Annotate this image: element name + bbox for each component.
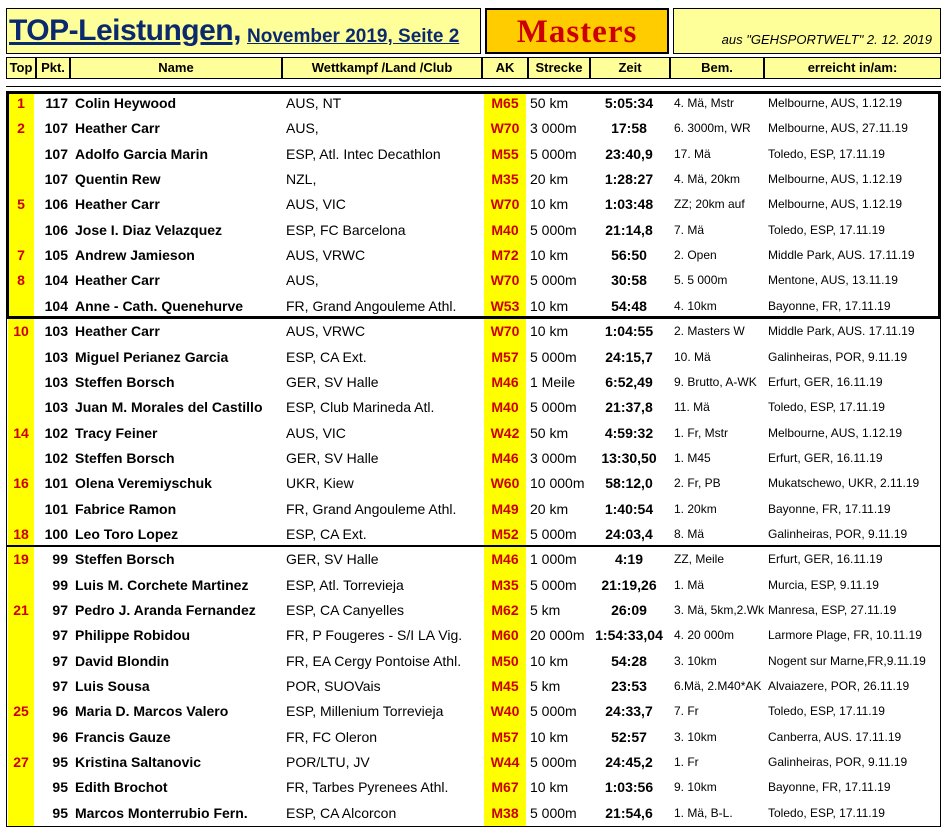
time-cell: 54:48 <box>611 297 647 314</box>
remark-cell: 11. Mä <box>674 400 710 415</box>
distance-cell: 5 km <box>530 678 561 695</box>
points-cell: 101 <box>44 475 68 492</box>
time-cell: 21:54,6 <box>605 804 653 821</box>
table-row <box>0 370 945 395</box>
points-cell: 105 <box>44 247 68 264</box>
table-row <box>0 142 945 167</box>
place-date-cell: Larmore Plage, FR, 10.11.19 <box>768 628 922 643</box>
place-date-cell: Nogent sur Marne,FR,9.11.19 <box>768 653 926 668</box>
distance-cell: 5 000m <box>530 348 577 365</box>
athlete-name-cell: Leo Toro Lopez <box>75 525 179 542</box>
points-cell: 103 <box>44 323 68 340</box>
age-class-cell: M40 <box>491 399 519 416</box>
table-row <box>0 294 945 319</box>
table-row <box>0 446 945 471</box>
distance-cell: 5 000m <box>530 399 577 416</box>
distance-cell: 10 km <box>530 247 569 264</box>
club-cell: FR, Grand Angouleme Athl. <box>286 297 457 314</box>
age-class-cell: M38 <box>491 804 519 821</box>
age-class-cell: M35 <box>491 171 519 188</box>
distance-cell: 10 km <box>530 196 569 213</box>
remark-cell: 1. Mä <box>674 577 705 592</box>
points-cell: 103 <box>44 399 68 416</box>
age-class-cell: W44 <box>490 754 520 771</box>
table-row <box>0 192 945 217</box>
distance-cell: 20 000m <box>530 627 585 644</box>
time-cell: 4:19 <box>614 551 644 568</box>
time-cell: 52:57 <box>611 728 647 745</box>
club-cell: AUS, <box>286 272 319 289</box>
age-class-cell: W70 <box>490 196 520 213</box>
club-cell: GER, SV Halle <box>286 449 379 466</box>
points-cell: 95 <box>52 804 68 821</box>
distance-cell: 3 000m <box>530 449 577 466</box>
brand-logo: Masters <box>516 14 638 50</box>
place-date-cell: Melbourne, AUS, 1.12.19 <box>768 96 903 110</box>
time-cell: 1:03:56 <box>604 779 654 796</box>
place-date-cell: Galinheiras, POR, 9.11.19 <box>768 349 908 364</box>
athlete-name-cell: Adolfo Garcia Marin <box>75 145 209 162</box>
table-row <box>0 421 945 446</box>
remark-cell: 1. Fr <box>674 755 699 770</box>
time-cell: 1:54:33,04 <box>595 627 663 644</box>
remark-cell: 1. Fr, Mstr <box>674 425 728 440</box>
table-row <box>0 750 945 775</box>
time-cell: 54:28 <box>611 652 647 669</box>
athlete-name-cell: Heather Carr <box>75 323 160 340</box>
remark-cell: 8. Mä <box>674 526 705 541</box>
remark-cell: 9. Brutto, A-WK <box>674 374 757 389</box>
place-date-cell: Melbourne, AUS, 27.11.19 <box>768 121 908 136</box>
athlete-name-cell: Luis Sousa <box>75 678 150 695</box>
time-cell: 21:14,8 <box>605 221 653 238</box>
distance-cell: 5 000m <box>530 754 577 771</box>
col-header-place: erreicht in/am: <box>764 57 941 79</box>
club-cell: ESP, Club Marineda Atl. <box>286 399 435 416</box>
distance-cell: 50 km <box>530 424 569 441</box>
rank-cell: 21 <box>13 602 29 618</box>
remark-cell: 7. Fr <box>674 704 699 719</box>
points-cell: 97 <box>52 652 68 669</box>
athlete-name-cell: Heather Carr <box>75 196 160 213</box>
age-class-cell: M57 <box>491 728 519 745</box>
rank-cell: 7 <box>17 247 25 264</box>
club-cell: ESP, FC Barcelona <box>286 221 406 238</box>
club-cell: AUS, <box>286 120 319 137</box>
club-cell: ESP, Millenium Torrevieja <box>286 703 444 720</box>
time-cell: 5:05:34 <box>604 95 654 111</box>
athlete-name-cell: Tracy Feiner <box>75 424 158 441</box>
points-cell: 103 <box>44 348 68 365</box>
time-cell: 1:40:54 <box>604 500 654 517</box>
rank-cell: 2 <box>17 120 25 137</box>
table-row <box>0 699 945 724</box>
distance-cell: 5 000m <box>530 525 577 542</box>
club-cell: ESP, Atl. Torrevieja <box>286 576 404 593</box>
club-cell: AUS, VIC <box>286 196 346 213</box>
place-date-cell: Middle Park, AUS. 17.11.19 <box>768 324 915 339</box>
club-cell: FR, Grand Angouleme Athl. <box>286 500 457 517</box>
age-class-cell: W40 <box>490 703 520 720</box>
points-cell: 101 <box>44 500 68 517</box>
points-cell: 97 <box>52 678 68 695</box>
age-class-cell: W42 <box>490 424 520 441</box>
remark-cell: 1. 20km <box>674 501 717 516</box>
table-row <box>0 319 945 344</box>
table-row <box>0 471 945 496</box>
points-cell: 102 <box>44 424 68 441</box>
rank-cell: 14 <box>13 424 29 441</box>
table-row <box>0 497 945 522</box>
table-row <box>0 395 945 420</box>
table-row <box>0 91 945 116</box>
athlete-name-cell: Pedro J. Aranda Fernandez <box>75 602 256 618</box>
remark-cell: 10. Mä <box>674 349 711 364</box>
rank-cell: 10 <box>13 323 29 340</box>
points-cell: 99 <box>52 551 68 568</box>
athlete-name-cell: Francis Gauze <box>75 728 171 745</box>
place-date-cell: Toledo, ESP, 17.11.19 <box>768 704 885 719</box>
place-date-cell: Mentone, AUS, 13.11.19 <box>768 273 898 288</box>
club-cell: AUS, VRWC <box>286 323 366 340</box>
athlete-name-cell: Anne - Cath. Quenehurve <box>75 297 244 314</box>
points-cell: 96 <box>52 703 68 720</box>
distance-cell: 10 km <box>530 652 569 669</box>
table-row <box>0 522 945 547</box>
time-cell: 23:53 <box>611 678 647 695</box>
place-date-cell: Melbourne, AUS, 1.12.19 <box>768 197 903 212</box>
club-cell: ESP, CA Canyelles <box>286 602 405 618</box>
time-cell: 58:12,0 <box>605 475 653 492</box>
club-cell: AUS, VRWC <box>286 247 366 264</box>
remark-cell: 7. Mä <box>674 222 705 237</box>
athlete-name-cell: Olena Veremiyschuk <box>75 475 212 492</box>
remark-cell: 4. 20 000m <box>674 628 735 643</box>
age-class-cell: M67 <box>491 779 519 796</box>
age-class-cell: M46 <box>491 449 519 466</box>
athlete-name-cell: Steffen Borsch <box>75 551 175 568</box>
distance-cell: 10 km <box>530 323 569 340</box>
age-class-cell: M46 <box>491 373 519 390</box>
rank-cell: 25 <box>13 703 29 720</box>
remark-cell: 3. 10km <box>674 653 717 668</box>
club-cell: FR, P Fougeres - S/I LA Vig. <box>286 627 463 644</box>
source-box <box>673 8 941 54</box>
remark-cell: ZZ; 20km auf <box>674 197 745 212</box>
table-row <box>0 268 945 293</box>
rank-cell: 1 <box>17 95 25 111</box>
distance-cell: 10 km <box>530 779 569 796</box>
rank-cell: 5 <box>17 196 25 213</box>
distance-cell: 3 000m <box>530 120 577 137</box>
remark-cell: ZZ, Meile <box>674 552 725 567</box>
distance-cell: 5 km <box>530 602 561 618</box>
club-cell: ESP, CA Ext. <box>286 348 367 365</box>
athlete-name-cell: Edith Brochot <box>75 779 168 796</box>
club-cell: POR, SUOVais <box>286 678 381 695</box>
time-cell: 56:50 <box>611 247 647 264</box>
col-header-club: Wettkampf /Land /Club <box>282 57 482 79</box>
rank-cell: 19 <box>13 551 29 568</box>
club-cell: FR, FC Oleron <box>286 728 378 745</box>
age-class-cell: W60 <box>490 475 520 492</box>
page-subtitle: November 2019, Seite 2 <box>247 26 460 47</box>
place-date-cell: Erfurt, GER, 16.11.19 <box>768 374 883 389</box>
remark-cell: 4. Mä, 20km <box>674 172 741 187</box>
points-cell: 106 <box>44 196 68 213</box>
col-header-name: Name <box>70 57 282 79</box>
table-top-rule <box>6 86 941 87</box>
age-class-cell: M35 <box>491 576 519 593</box>
athlete-name-cell: Jose I. Diaz Velazquez <box>75 221 223 238</box>
col-header-strecke: Strecke <box>528 57 590 79</box>
athlete-name-cell: Heather Carr <box>75 120 160 137</box>
age-class-cell: M50 <box>491 652 519 669</box>
place-date-cell: Mukatschewo, UKR, 2.11.19 <box>768 476 920 491</box>
athlete-name-cell: Steffen Borsch <box>75 373 175 390</box>
rank-cell: 8 <box>17 272 25 289</box>
club-cell: ESP, CA Ext. <box>286 525 367 542</box>
club-cell: ESP, Atl. Intec Decathlon <box>286 145 441 162</box>
age-class-cell: M46 <box>491 551 519 568</box>
age-class-cell: M65 <box>491 95 519 111</box>
points-cell: 97 <box>52 602 68 618</box>
club-cell: FR, EA Cergy Pontoise Athl. <box>286 652 462 669</box>
club-cell: NZL, <box>286 171 317 188</box>
place-date-cell: Melbourne, AUS, 1.12.19 <box>768 172 903 187</box>
distance-cell: 5 000m <box>530 703 577 720</box>
athlete-name-cell: Philippe Robidou <box>75 627 191 644</box>
distance-cell: 20 km <box>530 171 569 188</box>
table-row <box>0 167 945 192</box>
age-class-cell: M49 <box>491 500 519 517</box>
age-class-cell: M55 <box>491 145 519 162</box>
time-cell: 24:33,7 <box>605 703 653 720</box>
time-cell: 1:03:48 <box>604 196 654 213</box>
rank-cell: 16 <box>13 475 29 492</box>
time-cell: 21:19,26 <box>601 576 657 593</box>
rank-cell: 18 <box>13 525 29 542</box>
distance-cell: 5 000m <box>530 145 577 162</box>
points-cell: 104 <box>44 272 68 289</box>
remark-cell: 6. 3000m, WR <box>674 121 751 136</box>
place-date-cell: Toledo, ESP, 17.11.19 <box>768 400 885 415</box>
athlete-name-cell: David Blondin <box>75 652 170 669</box>
club-cell: GER, SV Halle <box>286 551 379 568</box>
athlete-name-cell: Andrew Jamieson <box>75 247 195 264</box>
age-class-cell: M57 <box>491 348 519 365</box>
points-cell: 104 <box>44 297 68 314</box>
table-row <box>0 649 945 674</box>
points-cell: 106 <box>44 221 68 238</box>
points-cell: 107 <box>44 145 68 162</box>
page-title: TOP-Leistungen, <box>9 14 241 47</box>
time-cell: 17:58 <box>611 120 647 137</box>
remark-cell: 5. 5 000m <box>674 273 728 288</box>
remark-cell: 9. 10km <box>674 780 717 795</box>
remark-cell: 2. Masters W <box>674 324 745 339</box>
time-cell: 6:52,49 <box>605 373 653 390</box>
points-cell: 102 <box>44 449 68 466</box>
points-cell: 107 <box>44 171 68 188</box>
distance-cell: 10 km <box>530 728 569 745</box>
place-date-cell: Toledo, ESP, 17.11.19 <box>768 805 885 820</box>
col-header-top: Top <box>6 57 36 79</box>
distance-cell: 5 000m <box>530 576 577 593</box>
points-cell: 95 <box>52 754 68 771</box>
place-date-cell: Toledo, ESP, 17.11.19 <box>768 146 885 161</box>
place-date-cell: Murcia, ESP, 9.11.19 <box>768 577 879 592</box>
age-class-cell: W70 <box>490 323 520 340</box>
remark-cell: 4. Mä, Mstr <box>674 96 735 110</box>
place-date-cell: Galinheiras, POR, 9.11.19 <box>768 526 908 541</box>
distance-cell: 1 Meile <box>530 373 576 390</box>
remark-cell: 2. Fr, PB <box>674 476 721 491</box>
place-date-cell: Bayonne, FR, 17.11.19 <box>768 298 891 313</box>
points-cell: 117 <box>45 95 68 111</box>
athlete-name-cell: Quentin Rew <box>75 171 161 188</box>
col-header-ak: AK <box>482 57 528 79</box>
remark-cell: 3. 10km <box>674 729 717 744</box>
table-row <box>0 775 945 800</box>
remark-cell: 1. Mä, B-L. <box>674 805 733 820</box>
rank-cell: 27 <box>13 754 29 771</box>
age-class-cell: M62 <box>491 602 519 618</box>
distance-cell: 10 km <box>530 297 569 314</box>
club-cell: GER, SV Halle <box>286 373 379 390</box>
club-cell: AUS, NT <box>286 95 342 111</box>
club-cell: AUS, VIC <box>286 424 346 441</box>
place-date-cell: Erfurt, GER, 16.11.19 <box>768 450 883 465</box>
club-cell: FR, Tarbes Pyrenees Athl. <box>286 779 449 796</box>
remark-cell: 2. Open <box>674 248 717 263</box>
age-class-cell: W70 <box>490 272 520 289</box>
remark-cell: 1. M45 <box>674 450 711 465</box>
athlete-name-cell: Heather Carr <box>75 272 160 289</box>
age-class-cell: W70 <box>490 120 520 137</box>
source-note: aus "GEHSPORTWELT" 2. 12. 2019 <box>721 32 932 47</box>
distance-cell: 5 000m <box>530 272 577 289</box>
time-cell: 26:09 <box>611 602 647 618</box>
time-cell: 13:30,50 <box>601 449 657 466</box>
points-cell: 103 <box>44 373 68 390</box>
place-date-cell: Galinheiras, POR, 9.11.19 <box>768 755 908 770</box>
table-row <box>0 801 945 826</box>
remark-cell: 6.Mä, 2.M40*AK <box>674 679 762 694</box>
place-date-cell: Manresa, ESP, 27.11.19 <box>768 603 897 617</box>
page-title-box <box>6 8 481 54</box>
age-class-cell: M45 <box>491 678 519 695</box>
place-date-cell: Bayonne, FR, 17.11.19 <box>768 780 891 795</box>
distance-cell: 20 km <box>530 500 569 517</box>
distance-cell: 1 000m <box>530 551 577 568</box>
points-cell: 107 <box>44 120 68 137</box>
time-cell: 23:40,9 <box>605 145 653 162</box>
time-cell: 30:58 <box>611 272 647 289</box>
age-class-cell: M40 <box>491 221 519 238</box>
place-date-cell: Bayonne, FR, 17.11.19 <box>768 501 891 516</box>
col-header-bem: Bem. <box>670 57 764 79</box>
age-class-cell: M60 <box>491 627 519 644</box>
time-cell: 21:37,8 <box>605 399 653 416</box>
brand-box <box>485 8 669 54</box>
place-date-cell: Toledo, ESP, 17.11.19 <box>768 222 885 237</box>
points-cell: 100 <box>44 525 68 542</box>
time-cell: 24:45,2 <box>605 754 653 771</box>
athlete-name-cell: Fabrice Ramon <box>75 500 177 517</box>
athlete-name-cell: Colin Heywood <box>75 95 177 111</box>
col-header-zeit: Zeit <box>590 57 670 79</box>
table-row <box>0 623 945 648</box>
table-row <box>0 547 945 572</box>
remark-cell: 3. Mä, 5km,2.Wk <box>674 603 764 617</box>
athlete-name-cell: Juan M. Morales del Castillo <box>75 399 263 416</box>
table-row <box>0 116 945 141</box>
time-cell: 24:03,4 <box>605 525 653 542</box>
place-date-cell: Canberra, AUS. 17.11.19 <box>768 729 902 744</box>
age-class-cell: M52 <box>491 525 519 542</box>
place-date-cell: Erfurt, GER, 16.11.19 <box>768 552 883 567</box>
place-date-cell: Middle Park, AUS. 17.11.19 <box>768 248 915 263</box>
points-cell: 95 <box>52 779 68 796</box>
points-cell: 97 <box>52 627 68 644</box>
place-date-cell: Melbourne, AUS, 1.12.19 <box>768 425 903 440</box>
table-row <box>0 573 945 598</box>
table-row <box>0 218 945 243</box>
table-row <box>0 243 945 268</box>
age-class-cell: W53 <box>490 297 520 314</box>
remark-cell: 4. 10km <box>674 298 717 313</box>
age-class-cell: M72 <box>491 247 519 264</box>
distance-cell: 5 000m <box>530 221 577 238</box>
table-row <box>0 345 945 370</box>
club-cell: ESP, CA Alcorcon <box>286 804 397 821</box>
table-row <box>0 598 945 623</box>
points-cell: 96 <box>52 728 68 745</box>
club-cell: UKR, Kiew <box>286 475 354 492</box>
club-cell: POR/LTU, JV <box>286 754 370 771</box>
athlete-name-cell: Miguel Perianez Garcia <box>75 348 229 365</box>
col-header-pkt: Pkt. <box>36 57 70 79</box>
athlete-name-cell: Kristina Saltanovic <box>75 754 202 771</box>
distance-cell: 50 km <box>530 95 569 111</box>
distance-cell: 5 000m <box>530 804 577 821</box>
athlete-name-cell: Steffen Borsch <box>75 449 175 466</box>
distance-cell: 10 000m <box>530 475 585 492</box>
remark-cell: 17. Mä <box>674 146 711 161</box>
time-cell: 4:59:32 <box>604 424 654 441</box>
points-cell: 99 <box>52 576 68 593</box>
time-cell: 1:04:55 <box>604 323 654 340</box>
table-row <box>0 674 945 699</box>
time-cell: 1:28:27 <box>604 171 654 188</box>
athlete-name-cell: Luis M. Corchete Martinez <box>75 576 249 593</box>
place-date-cell: Alvaiazere, POR, 26.11.19 <box>768 679 910 694</box>
table-row <box>0 725 945 750</box>
athlete-name-cell: Marcos Monterrubio Fern. <box>75 804 248 821</box>
athlete-name-cell: Maria D. Marcos Valero <box>75 703 229 720</box>
time-cell: 24:15,7 <box>605 348 653 365</box>
